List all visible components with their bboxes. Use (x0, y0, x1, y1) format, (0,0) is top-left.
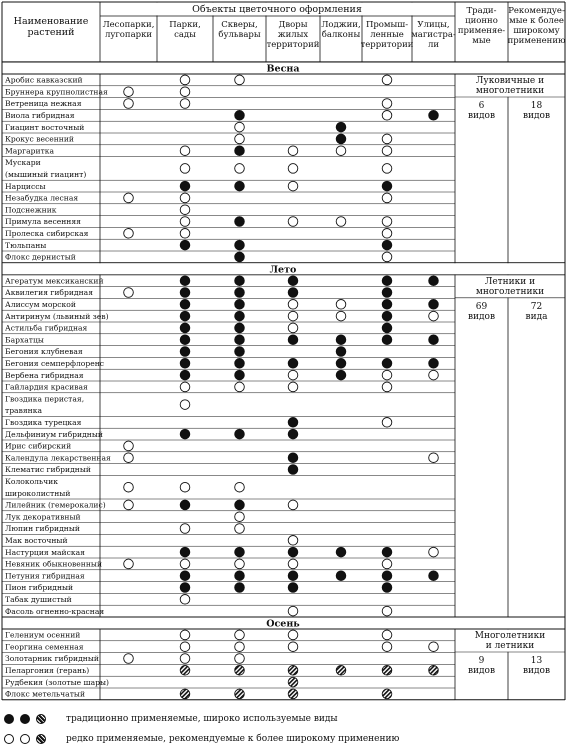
empty-circle-icon (180, 164, 190, 174)
filled-circle-icon (336, 359, 346, 369)
header-column-label: ли (427, 40, 440, 50)
header-objects-title: Объекты цветочного оформления (192, 4, 362, 15)
plant-name: Аробис кавказский (5, 75, 83, 85)
header-traditional-label: применяе- (457, 26, 506, 36)
plant-name: Примула весенняя (5, 217, 81, 227)
filled-circle-icon (288, 453, 298, 463)
plant-name: Алиссум морской (5, 300, 76, 309)
header-recommended-label: мые к более (509, 16, 564, 26)
plant-name: Золотарник гибридный (5, 654, 99, 664)
plant-name: Табак душистый (5, 595, 72, 604)
hatched-circle-icon (180, 666, 190, 676)
filled-circle-icon (288, 583, 298, 593)
filled-circle-icon (336, 370, 346, 380)
hatched-circle-icon (36, 734, 46, 744)
header-traditional-label: мые (472, 36, 491, 46)
filled-circle-icon (336, 122, 346, 132)
filled-circle-icon (336, 571, 346, 581)
empty-circle-icon (382, 642, 392, 652)
empty-circle-icon (288, 630, 298, 640)
filled-circle-icon (235, 323, 245, 333)
filled-circle-icon (180, 276, 190, 286)
filled-circle-icon (180, 500, 190, 510)
empty-circle-icon (235, 382, 245, 392)
filled-circle-icon (235, 583, 245, 593)
traditional-count: видов (467, 666, 496, 676)
filled-circle-icon (180, 288, 190, 298)
filled-circle-icon (288, 571, 298, 581)
plant-name: Георгина семенная (5, 642, 84, 652)
plant-name: Гиацинт восточный (5, 122, 85, 132)
empty-circle-icon (180, 75, 190, 85)
empty-circle-icon (235, 524, 245, 534)
empty-circle-icon (124, 87, 134, 97)
empty-circle-icon (382, 164, 392, 174)
plant-name: Агератум мексиканский (5, 276, 104, 286)
empty-circle-icon (180, 482, 190, 492)
empty-circle-icon (235, 559, 245, 569)
empty-circle-icon (124, 559, 134, 569)
filled-circle-icon (429, 276, 439, 286)
empty-circle-icon (235, 642, 245, 652)
hatched-circle-icon (235, 689, 245, 699)
legend-row-traditional (0, 712, 338, 726)
header-name-label: Наименование (13, 16, 89, 27)
filled-circle-icon (235, 429, 245, 439)
empty-circle-icon (288, 311, 298, 321)
filled-circle-icon (235, 300, 245, 310)
plant-name: Ирис сибирский (5, 441, 72, 451)
header-recommended-label: широкому (513, 26, 560, 36)
hatched-circle-icon (382, 689, 392, 699)
header-column-label: балконы (321, 30, 361, 40)
empty-circle-icon (180, 595, 190, 605)
section-title: Весна (266, 63, 300, 75)
plant-name: Тюльпаны (5, 240, 47, 250)
filled-circle-icon (235, 571, 245, 581)
empty-circle-icon (4, 734, 14, 744)
filled-circle-icon (235, 370, 245, 380)
empty-circle-icon (180, 193, 190, 203)
empty-circle-icon (235, 482, 245, 492)
empty-circle-icon (382, 559, 392, 569)
header-traditional-label: Тради- (466, 6, 497, 16)
filled-circle-icon (180, 370, 190, 380)
empty-circle-icon (235, 122, 245, 132)
filled-circle-icon (235, 311, 245, 321)
header-column-label: Дворы (278, 20, 308, 30)
empty-circle-icon (429, 547, 439, 557)
empty-circle-icon (235, 654, 245, 664)
recommended-count: 18 (530, 101, 543, 111)
empty-circle-icon (180, 205, 190, 215)
filled-circle-icon (382, 571, 392, 581)
plant-name: Вербена гибридная (5, 370, 84, 380)
traditional-count: видов (467, 111, 496, 121)
plant-name: Пион гибридный (5, 583, 74, 593)
empty-circle-icon (382, 252, 392, 262)
filled-circle-icon (382, 240, 392, 250)
header-column-label: территории (360, 40, 414, 50)
legend-symbols (0, 734, 62, 744)
traditional-count: видов (467, 311, 496, 322)
filled-circle-icon (180, 429, 190, 439)
empty-circle-icon (288, 217, 298, 227)
filled-circle-icon (382, 181, 392, 191)
empty-circle-icon (235, 512, 245, 522)
plant-name: Гайлардия красивая (5, 382, 88, 392)
header-column-label: бульвары (218, 30, 261, 40)
plant-name: Петуния гибридная (5, 571, 85, 581)
filled-circle-icon (288, 288, 298, 298)
filled-circle-icon (180, 335, 190, 345)
empty-circle-icon (429, 311, 439, 321)
filled-circle-icon (180, 347, 190, 357)
empty-circle-icon (288, 181, 298, 191)
plant-name: Флокс метельчатый (5, 689, 86, 699)
filled-circle-icon (336, 547, 346, 557)
category-label: многолетники (475, 86, 545, 96)
filled-circle-icon (235, 500, 245, 510)
header-column-label: сады (174, 30, 196, 40)
empty-circle-icon (20, 734, 30, 744)
category-label: Многолетники (474, 631, 546, 641)
hatched-circle-icon (382, 666, 392, 676)
filled-circle-icon (20, 714, 30, 724)
empty-circle-icon (180, 382, 190, 392)
filled-circle-icon (288, 276, 298, 286)
mask (156, 3, 158, 16)
legend-symbols (0, 714, 62, 724)
header-column-label: территорий (266, 40, 320, 50)
plant-name: Астильба гибридная (5, 323, 88, 333)
hatched-circle-icon (36, 714, 46, 724)
filled-circle-icon (288, 359, 298, 369)
header-column-label: ленные (370, 30, 404, 40)
empty-circle-icon (124, 99, 134, 109)
hatched-circle-icon (288, 689, 298, 699)
filled-circle-icon (288, 465, 298, 475)
empty-circle-icon (336, 300, 346, 310)
filled-circle-icon (382, 359, 392, 369)
hatched-circle-icon (429, 666, 439, 676)
hatched-circle-icon (336, 666, 346, 676)
filled-circle-icon (336, 347, 346, 357)
empty-circle-icon (235, 134, 245, 144)
traditional-count: 69 (475, 301, 488, 312)
empty-circle-icon (382, 418, 392, 428)
filled-circle-icon (180, 300, 190, 310)
recommended-count: видов (522, 666, 551, 676)
category-label: и летники (485, 641, 535, 651)
empty-circle-icon (124, 500, 134, 510)
plant-name: Дельфиниум гибридный (5, 429, 103, 439)
hatched-circle-icon (180, 689, 190, 699)
empty-circle-icon (235, 630, 245, 640)
plant-name: Подснежник (5, 205, 57, 215)
plant-name: Маргаритка (5, 146, 55, 156)
legend-text: редко применяемые, рекомендуемые к более широкому применению (66, 734, 400, 744)
filled-circle-icon (235, 111, 245, 121)
filled-circle-icon (180, 240, 190, 250)
empty-circle-icon (180, 99, 190, 109)
empty-circle-icon (235, 75, 245, 85)
filled-circle-icon (235, 146, 245, 156)
empty-circle-icon (336, 311, 346, 321)
plant-name: Календула лекарственная (5, 453, 111, 463)
header-column-label: Лесопарки, (102, 20, 155, 30)
header-column-label: лугопарки (104, 30, 153, 40)
hatched-circle-icon (288, 677, 298, 687)
empty-circle-icon (382, 99, 392, 109)
filled-circle-icon (180, 571, 190, 581)
hatched-circle-icon (288, 666, 298, 676)
filled-circle-icon (180, 311, 190, 321)
empty-circle-icon (288, 370, 298, 380)
empty-circle-icon (180, 524, 190, 534)
plant-name: Клематис гибридный (5, 465, 91, 475)
plant-name: Гвоздика турецкая (5, 418, 82, 427)
header-column-label: Улицы, (417, 20, 450, 30)
empty-circle-icon (288, 300, 298, 310)
empty-circle-icon (288, 536, 298, 546)
empty-circle-icon (124, 229, 134, 239)
header-column-label: Скверы, (221, 20, 258, 30)
plant-name: Бархатцы (5, 335, 44, 345)
plant-name: Аквилегия гибридная (5, 288, 93, 298)
plant-name: Антиринум (львиный зев) (5, 311, 109, 321)
empty-circle-icon (124, 193, 134, 203)
filled-circle-icon (382, 583, 392, 593)
empty-circle-icon (382, 111, 392, 121)
empty-circle-icon (382, 229, 392, 239)
filled-circle-icon (180, 181, 190, 191)
filled-circle-icon (235, 276, 245, 286)
plant-name: Флокс дернистый (5, 252, 76, 262)
empty-circle-icon (124, 453, 134, 463)
plant-name: Ветреница нежная (5, 99, 82, 109)
filled-circle-icon (235, 359, 245, 369)
filled-circle-icon (429, 111, 439, 121)
empty-circle-icon (288, 642, 298, 652)
recommended-count: 72 (530, 301, 543, 312)
empty-circle-icon (288, 146, 298, 156)
filled-circle-icon (180, 359, 190, 369)
filled-circle-icon (336, 134, 346, 144)
plant-name: Бруннера крупнолистная (5, 87, 108, 97)
empty-circle-icon (124, 288, 134, 298)
filled-circle-icon (235, 240, 245, 250)
plant-name: Виола гибридная (5, 111, 75, 120)
empty-circle-icon (124, 441, 134, 451)
plant-name: Лук декоративный (5, 512, 81, 522)
empty-circle-icon (336, 217, 346, 227)
empty-circle-icon (382, 217, 392, 227)
empty-circle-icon (124, 654, 134, 664)
header-recommended-label: применению (507, 36, 566, 46)
filled-circle-icon (288, 335, 298, 345)
filled-circle-icon (180, 323, 190, 333)
plant-name: Незабудка лесная (5, 193, 79, 203)
recommended-count: вида (525, 311, 548, 322)
empty-circle-icon (429, 642, 439, 652)
traditional-count: 9 (478, 656, 485, 666)
filled-circle-icon (235, 347, 245, 357)
empty-circle-icon (288, 164, 298, 174)
header-column-label: Парки, (169, 20, 201, 30)
plant-name: (мышиный гиацинт) (5, 170, 87, 179)
traditional-count: 6 (478, 101, 485, 111)
empty-circle-icon (336, 146, 346, 156)
plant-name: Пеларгония (герань) (5, 666, 90, 675)
hatched-circle-icon (235, 666, 245, 676)
filled-circle-icon (382, 300, 392, 310)
empty-circle-icon (288, 323, 298, 333)
empty-circle-icon (180, 217, 190, 227)
recommended-count: 13 (530, 656, 543, 666)
plant-name: Мускари (5, 158, 41, 168)
filled-circle-icon (180, 583, 190, 593)
plant-name: Крокус весенний (5, 134, 74, 144)
header-column-label: магистра- (411, 30, 456, 40)
category-label: многолетники (475, 286, 545, 297)
empty-circle-icon (382, 630, 392, 640)
header-column-label: жилых (277, 30, 309, 40)
empty-circle-icon (429, 370, 439, 380)
filled-circle-icon (235, 547, 245, 557)
filled-circle-icon (382, 335, 392, 345)
filled-circle-icon (288, 547, 298, 557)
filled-circle-icon (382, 288, 392, 298)
empty-circle-icon (180, 229, 190, 239)
filled-circle-icon (429, 359, 439, 369)
empty-circle-icon (288, 559, 298, 569)
plant-name: травянка (5, 406, 42, 416)
plant-name: Бегония клубневая (5, 347, 83, 357)
filled-circle-icon (4, 714, 14, 724)
category-label: Летники и (484, 276, 536, 287)
filled-circle-icon (288, 418, 298, 428)
empty-circle-icon (180, 642, 190, 652)
empty-circle-icon (180, 146, 190, 156)
header-recommended-label: Рекомендуе- (508, 6, 565, 16)
section-title: Лето (269, 264, 297, 276)
category-label: Луковичные и (475, 76, 545, 86)
empty-circle-icon (382, 75, 392, 85)
header-column-label: Промыш- (365, 20, 409, 30)
empty-circle-icon (382, 193, 392, 203)
plant-name: Гелениум осенний (5, 630, 81, 640)
plant-name: Пролеска сибирская (5, 229, 89, 238)
filled-circle-icon (180, 547, 190, 557)
filled-circle-icon (382, 323, 392, 333)
empty-circle-icon (382, 382, 392, 392)
filled-circle-icon (429, 335, 439, 345)
empty-circle-icon (235, 164, 245, 174)
empty-circle-icon (180, 630, 190, 640)
empty-circle-icon (288, 500, 298, 510)
empty-circle-icon (382, 146, 392, 156)
empty-circle-icon (382, 134, 392, 144)
plant-name: Нарциссы (5, 181, 46, 191)
empty-circle-icon (429, 453, 439, 463)
plant-name: широколистный (5, 488, 71, 498)
recommended-count: видов (522, 111, 551, 121)
filled-circle-icon (429, 300, 439, 310)
filled-circle-icon (429, 571, 439, 581)
legend-text: традиционно применяемые, широко используемые виды (66, 714, 338, 724)
plant-name: Настурция майская (5, 547, 85, 557)
filled-circle-icon (288, 429, 298, 439)
empty-circle-icon (124, 482, 134, 492)
plant-name: Фасоль огненно-красная (5, 606, 105, 616)
plant-name: Рудбекия (золотые шары) (5, 677, 110, 687)
filled-circle-icon (382, 276, 392, 286)
empty-circle-icon (382, 606, 392, 616)
plant-name: Колокольчик (5, 477, 58, 486)
section-title: Осень (266, 618, 300, 630)
empty-circle-icon (180, 400, 190, 410)
header-traditional-label: ционно (465, 16, 498, 26)
filled-circle-icon (235, 181, 245, 191)
filled-circle-icon (235, 217, 245, 227)
header-column-label: Лоджии, (321, 20, 361, 30)
empty-circle-icon (288, 606, 298, 616)
plant-name: Невяник обыкновенный (5, 559, 103, 569)
filled-circle-icon (382, 311, 392, 321)
plant-name: Бегония семперфлоренс (5, 359, 105, 368)
header-name-label: растений (27, 27, 75, 38)
filled-circle-icon (382, 547, 392, 557)
plant-name: Гвоздика перистая, (5, 394, 85, 404)
filled-circle-icon (235, 252, 245, 262)
empty-circle-icon (382, 370, 392, 380)
mask (411, 3, 413, 16)
filled-circle-icon (336, 335, 346, 345)
empty-circle-icon (288, 382, 298, 392)
plant-name: Люпин гибридный (5, 524, 80, 534)
filled-circle-icon (235, 335, 245, 345)
filled-circle-icon (235, 288, 245, 298)
empty-circle-icon (180, 654, 190, 664)
legend-row-recommended (0, 732, 399, 746)
empty-circle-icon (180, 87, 190, 97)
plant-name: Лилейник (гемерокалис) (5, 500, 106, 510)
empty-circle-icon (180, 559, 190, 569)
plant-name: Мак восточный (5, 536, 68, 545)
